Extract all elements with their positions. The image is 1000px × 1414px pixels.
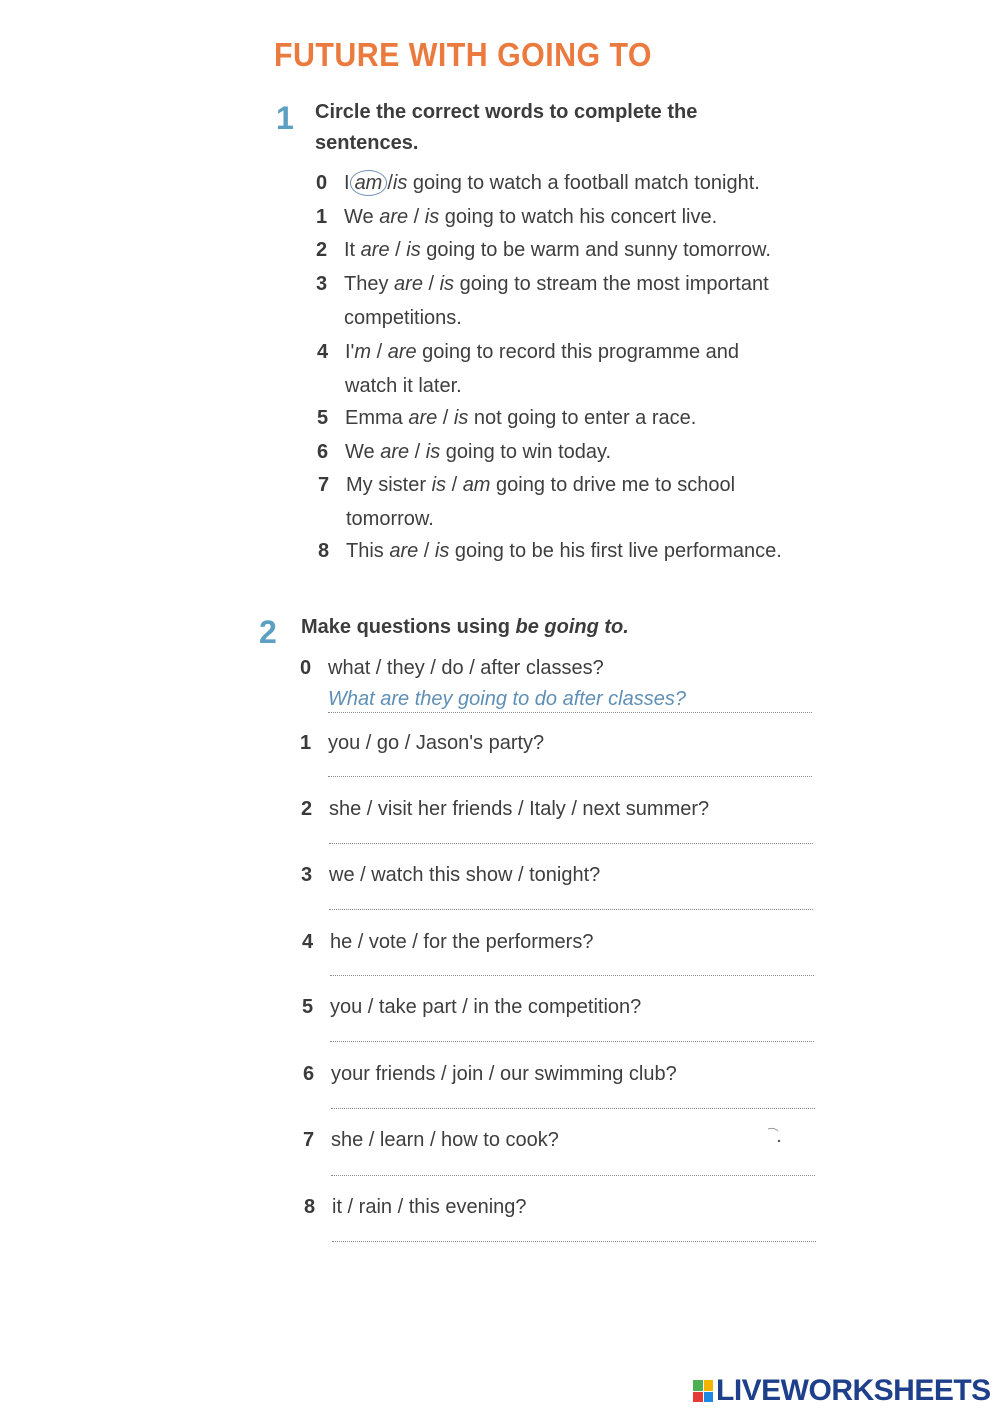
ex2-item <box>303 1123 559 1157</box>
liveworksheets-watermark <box>693 1374 991 1408</box>
ex1-item-number: 5 <box>317 407 329 429</box>
option-2[interactable]: is <box>434 540 450 562</box>
circled-answer[interactable]: am <box>350 170 388 196</box>
ex1-item <box>316 166 760 200</box>
exercise-2-instruction <box>301 612 629 643</box>
ex1-item <box>317 335 739 403</box>
ex2-item-prompt: she / learn / how to cook? <box>331 1129 559 1151</box>
ex1-item-number: 7 <box>318 474 330 496</box>
ex2-item-number: 4 <box>302 931 314 953</box>
watermark-text: LIVEWORKSHEETS <box>716 1374 991 1407</box>
example-answer: What are they going to do after classes? <box>328 688 686 710</box>
option-1[interactable]: is <box>431 474 447 496</box>
ex1-item-post: going to be his first live performance. <box>449 540 782 562</box>
option-separator: / <box>409 441 426 463</box>
ex1-item-post: going to be warm and sunny tomorrow. <box>420 239 771 261</box>
ex1-item-post: going to drive me to school <box>490 474 736 496</box>
ex1-item-text <box>346 468 735 502</box>
ex1-item-number: 2 <box>316 239 328 261</box>
option-1[interactable]: are <box>360 239 390 261</box>
ex2-item <box>300 651 604 685</box>
exercise-2-instruction-plain: Make questions using <box>301 616 516 638</box>
option-separator: / <box>387 172 393 194</box>
exercise-1-instruction <box>315 97 697 159</box>
ex2-item <box>302 990 641 1024</box>
exercise-2-instruction-italic: be going to. <box>515 616 629 638</box>
page-title: FUTURE WITH GOING TO <box>274 36 653 73</box>
answer-line[interactable] <box>329 843 813 844</box>
option-2[interactable]: is <box>453 407 469 429</box>
option-1[interactable]: m <box>354 341 372 363</box>
ex1-item-post: going to win today. <box>440 441 612 463</box>
answer-line[interactable] <box>330 975 814 976</box>
ex1-item-number: 8 <box>318 540 330 562</box>
ex2-item <box>304 1190 527 1224</box>
option-separator: / <box>422 273 440 295</box>
ex1-item-post: going to record this programme and <box>416 341 740 363</box>
ex2-item-number: 2 <box>301 798 313 820</box>
ex1-item <box>317 401 696 435</box>
ex1-item-number: 0 <box>316 172 328 194</box>
ex1-item-continuation: watch it later. <box>345 375 462 397</box>
ex2-item <box>303 1057 677 1091</box>
ex2-item <box>301 792 709 826</box>
ex2-item-number: 1 <box>300 732 312 754</box>
ex2-item-number: 5 <box>302 996 314 1018</box>
ex1-item-text <box>344 233 771 267</box>
ex2-item <box>302 925 593 959</box>
option-2[interactable]: is <box>439 273 455 295</box>
ex2-item-prompt: you / take part / in the competition? <box>330 996 642 1018</box>
ex2-item-number: 6 <box>303 1063 315 1085</box>
option-separator: / <box>446 474 463 496</box>
ex2-item-prompt: it / rain / this evening? <box>332 1196 527 1218</box>
option-1[interactable]: are <box>389 540 419 562</box>
ex1-item <box>317 435 611 469</box>
option-2[interactable]: is <box>424 206 440 228</box>
option-separator: / <box>371 341 388 363</box>
ex1-item-post: going to stream the most important <box>454 273 769 295</box>
ex2-item-prompt: he / vote / for the performers? <box>330 931 594 953</box>
ex1-item-text <box>345 401 696 435</box>
ex1-item-pre: Emma <box>345 407 409 429</box>
ex1-item-text <box>346 534 782 568</box>
ex1-item-number: 3 <box>316 273 328 295</box>
ex1-item-post: going to watch his concert live. <box>439 206 718 228</box>
liveworksheets-logo-icon <box>693 1380 713 1402</box>
ex1-item-continuation: competitions. <box>344 307 462 329</box>
answer-line[interactable] <box>331 1175 815 1176</box>
exercise-1-instruction-line2: sentences. <box>315 132 419 154</box>
answer-line[interactable] <box>332 1241 816 1242</box>
ex2-item-number: 3 <box>301 864 313 886</box>
exercise-2-number: 2 <box>259 614 277 650</box>
ex1-item-text <box>344 200 717 234</box>
ex1-item-pre: We <box>344 206 380 228</box>
option-1[interactable]: are <box>394 273 423 295</box>
ex1-item <box>316 200 717 234</box>
ex1-item-pre: I' <box>345 341 355 363</box>
ex1-item-pre: My sister <box>346 474 432 496</box>
ex1-item-text <box>345 335 739 369</box>
option-2[interactable]: is <box>406 239 421 261</box>
ex2-item-number: 8 <box>304 1196 316 1218</box>
option-2[interactable]: am <box>462 474 491 496</box>
ex1-item-pre: This <box>346 540 390 562</box>
ex1-item-text <box>345 435 611 469</box>
ex1-item <box>318 534 782 568</box>
ex1-item-text <box>344 267 769 301</box>
example-answer-line <box>328 712 812 713</box>
ex1-item-pre: They <box>344 273 395 295</box>
option-separator: / <box>418 540 435 562</box>
ex1-item-number: 1 <box>316 206 328 228</box>
ex1-item-pre: We <box>345 441 381 463</box>
ex2-item <box>301 858 600 892</box>
answer-line[interactable] <box>331 1108 815 1109</box>
ex2-item-prompt: you / go / Jason's party? <box>328 732 545 754</box>
option-separator: / <box>408 206 425 228</box>
option-2[interactable]: is <box>392 172 408 194</box>
ex2-item-prompt: we / watch this show / tonight? <box>329 864 601 886</box>
ex1-item-text <box>344 166 760 200</box>
option-1[interactable]: are <box>379 206 409 228</box>
ex1-item-pre: It <box>344 239 361 261</box>
ex1-item-pre: I <box>344 172 350 194</box>
scratch-mark <box>766 1126 784 1144</box>
ex2-item-number: 7 <box>303 1129 315 1151</box>
ex2-item-number: 0 <box>300 657 312 679</box>
ex2-item-prompt: your friends / join / our swimming club? <box>331 1063 677 1085</box>
option-separator: / <box>437 407 454 429</box>
answer-line[interactable] <box>329 909 813 910</box>
ex1-item-post: not going to enter a race. <box>468 407 697 429</box>
ex1-item-continuation: tomorrow. <box>346 508 434 530</box>
ex2-item <box>300 726 544 760</box>
answer-line[interactable] <box>328 776 812 777</box>
ex1-item-number: 6 <box>317 441 329 463</box>
ex1-item <box>318 468 735 536</box>
ex2-item-prompt: she / visit her friends / Italy / next summer? <box>329 798 710 820</box>
option-2[interactable]: is <box>425 441 441 463</box>
option-separator: / <box>389 239 407 261</box>
option-1[interactable]: are <box>408 407 438 429</box>
ex1-item <box>316 233 771 267</box>
exercise-1-number: 1 <box>276 100 294 136</box>
ex1-item-number: 4 <box>317 341 329 363</box>
ex1-item <box>316 267 769 335</box>
answer-line[interactable] <box>330 1041 814 1042</box>
option-1[interactable]: are <box>380 441 410 463</box>
exercise-1-instruction-line1: Circle the correct words to complete the <box>315 101 698 123</box>
ex1-item-post: going to watch a football match tonight. <box>407 172 760 194</box>
ex2-item-prompt: what / they / do / after classes? <box>328 657 604 679</box>
option-2[interactable]: are <box>387 341 417 363</box>
